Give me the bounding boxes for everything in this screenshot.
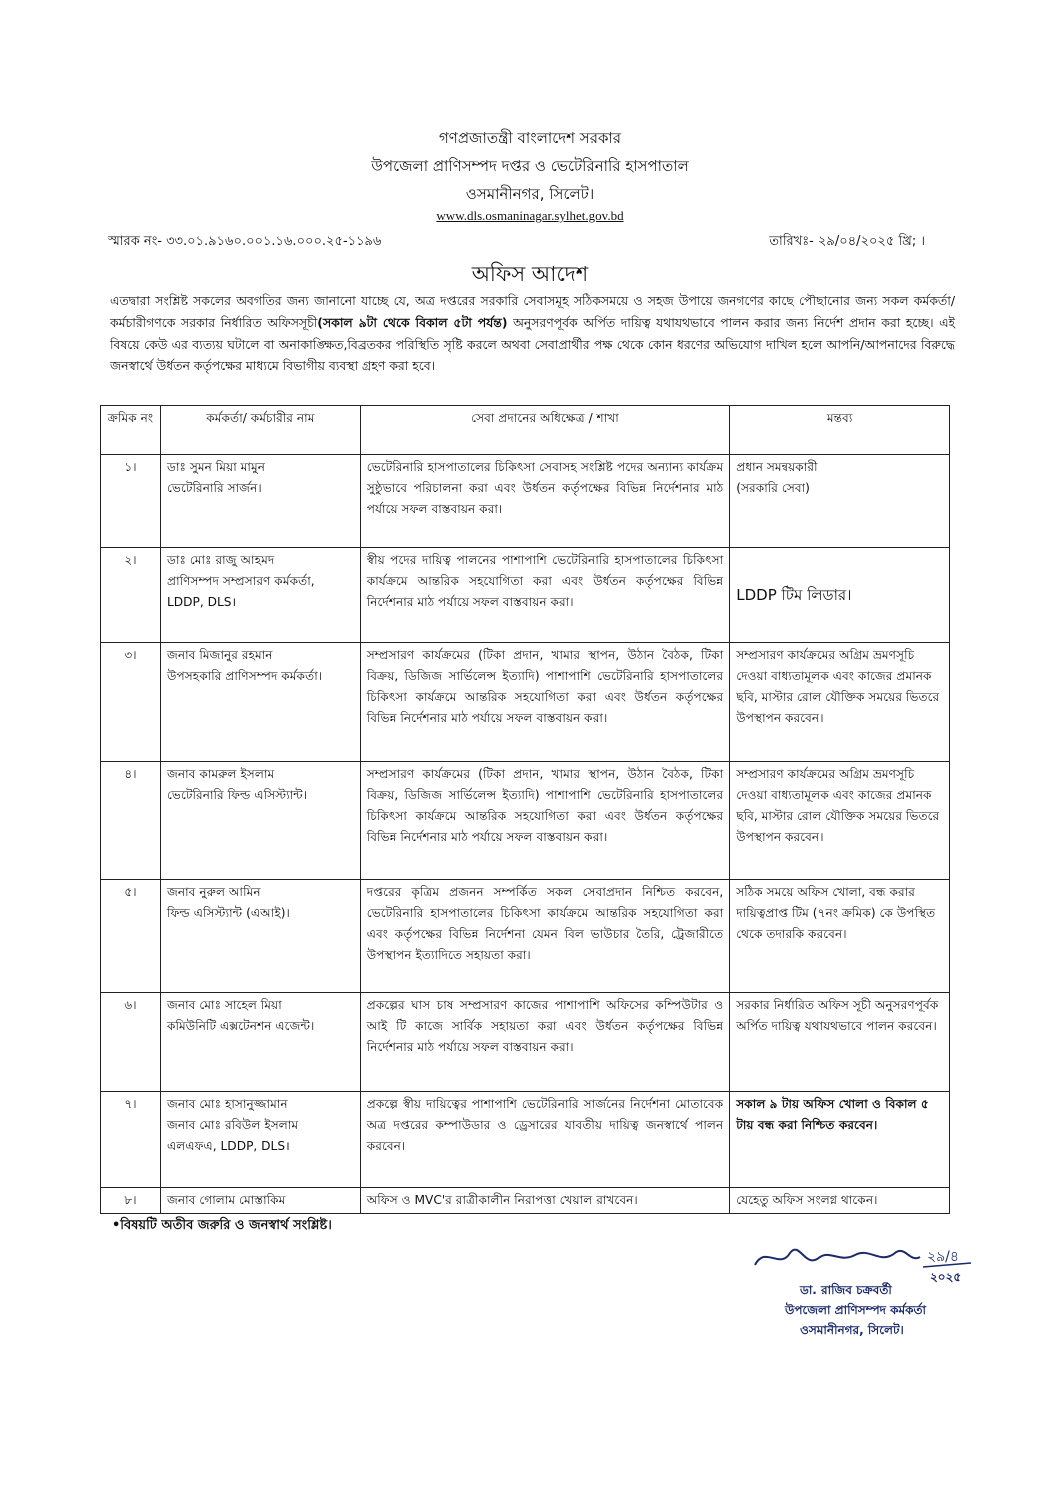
document-title: অফিস আদেশ bbox=[471, 262, 589, 286]
table-header-row bbox=[101, 406, 950, 455]
duty-cell: সম্প্রসারণ কার্যক্রমের (টিকা প্রদান, খামার স্থাপন, উঠান বৈঠক, টিকা বিক্রয়, ডিজিজ সার্ভিলেন্স ইত্যাদি) পাশাপাশি ভেটেরিনারি হাসপাতালের চিকিৎসা কার্যক্রমে আন্তরিক সহযোগিতা করা এবং উর্ধতন কর্তৃপক্ষের বিভিন্ন নির্দেশনার মাঠ পর্যায়ে সফল বাস্তবায়ন করা। bbox=[360, 762, 729, 880]
paragraph-text: এতদ্বারা সংশ্লিষ্ট সকলের অবগতির জন্য জানানো যাচ্ছে যে, অত্র দপ্তরের সরকারি সেবাসমূহ সঠিকসময়ে ও সহজ উপায়ে জনগণের কাছে পৌছানোর জন্য সকল কর্মকর্তা/ কর্মচারীগণকে সরকার নির্ধারিত অফিসসূচী bbox=[110, 293, 955, 330]
office-hours: (সকাল ৯টা থেকে বিকাল ৫টা পর্যন্ত) bbox=[317, 314, 508, 330]
name-cell: ডাঃ সুমন মিয়া মামুন ভেটেরিনারি সার্জন। bbox=[160, 455, 360, 548]
signature-image bbox=[745, 1235, 975, 1285]
name-cell: জনাব কামরুল ইসলাম ভেটেরিনারি ফিল্ড এসিস্ট্যান্ট। bbox=[160, 762, 360, 880]
name-cell: জনাব মোঃ হাসানুজ্জামান জনাব মোঃ রবিউল ইসলাম এলএফএ, LDDP, DLS। bbox=[160, 1092, 360, 1188]
remark-cell: সঠিক সময়ে অফিস খোলা, বন্ধ করার দায়িত্বপ্রাপ্ত টিম (৭নং ক্রমিক) কে উপস্থিত থেকে তদারকি করবেন। bbox=[730, 880, 950, 993]
remark-cell: LDDP টিম লিডার। bbox=[730, 548, 950, 643]
serial-cell: ৬। bbox=[101, 993, 161, 1092]
name-cell: জনাব নুরুল আমিন ফিল্ড এসিস্ট্যান্ট (এআই)। bbox=[160, 880, 360, 993]
signatory-name: ডা. রাজিব চক্রবর্তী bbox=[800, 1283, 892, 1297]
table-row bbox=[101, 643, 950, 762]
serial-cell: ৫। bbox=[101, 880, 161, 993]
remark-cell: সম্প্রসারণ কার্যক্রমের অগ্রিম ভ্রমণসূচি দেওয়া বাধ্যতামূলক এবং কাজের প্রমানক ছবি, মাস্টার রোল যৌক্তিক সময়ের ভিতরে উপস্থাপন করবেন। bbox=[730, 762, 950, 880]
remark-cell: সরকার নির্ধারিত অফিস সূচী অনুসরণপূর্বক অর্পিত দায়িত্ব যথাযথভাবে পালন করবেন। bbox=[730, 993, 950, 1092]
header-serial: ক্রমিক নং bbox=[101, 406, 161, 455]
header-duty: সেবা প্রদানের অধিক্ষেত্র / শাখা bbox=[360, 406, 729, 455]
table-row bbox=[101, 1188, 950, 1214]
document-date: তারিখঃ- ২৯/০৪/২০২৫ খ্রি; । bbox=[769, 234, 925, 249]
header-name: কর্মকর্তা/ কর্মচারীর নাম bbox=[160, 406, 360, 455]
remark-cell: সম্প্রসারণ কার্যক্রমের অগ্রিম ভ্রমণসূচি দেওয়া বাধ্যতামূলক এবং কাজের প্রমানক ছবি, মাস্টার রোল যৌক্তিক সময়ের ভিতরে উপস্থাপন করবেন। bbox=[730, 643, 950, 762]
paragraph-text: অনুসরণপূর্বক অর্পিত দায়িত্ব যথাযথভাবে পালন করার জন্য নির্দেশ প্রদান করা হচ্ছে। এই বিষয়ে কেউ এর ব্যত্যয় ঘটালে বা অনাকাঙ্ক্ষিত,বিব্রতকর পরিস্থিতি সৃষ্টি করলে অথবা সেবাপ্রার্থীর পক্ষ থেকে কোন ধরণের অভিযোগ দাখিল হলে আপনি/আপনাদের বিরুদ্ধে জনস্বার্থে উর্ধতন কর্তৃপক্ষের মাধ্যমে বিভাগীয় ব্যবস্থা গ্রহণ করা হবে। bbox=[110, 314, 955, 374]
website-link[interactable]: www.dls.osmaninagar.sylhet.gov.bd bbox=[436, 208, 624, 223]
header-remark: মন্তব্য bbox=[730, 406, 950, 455]
signature-year: ২০২৫ bbox=[930, 1270, 962, 1284]
remark-cell: যেহেতু অফিস সংলগ্ন থাকেন। bbox=[730, 1188, 950, 1214]
name-cell: জনাব গোলাম মোস্তাকিম bbox=[160, 1188, 360, 1214]
footnote: •বিষয়টি অতীব জরুরি ও জনস্বার্থ সংশ্লিষ্ট। bbox=[112, 1218, 332, 1233]
signatory-location: ওসমানীনগর, সিলেট। bbox=[800, 1323, 904, 1337]
gov-name: গণপ্রজাতন্ত্রী বাংলাদেশ সরকার bbox=[438, 129, 622, 147]
office-name: উপজেলা প্রাণিসম্পদ দপ্তর ও ভেটেরিনারি হাসপাতাল bbox=[371, 157, 689, 175]
table-row bbox=[101, 880, 950, 993]
remark-cell: সকাল ৯ টায় অফিস খোলা ও বিকাল ৫ টায় বন্ধ করা নিশ্চিত করবেন। bbox=[730, 1092, 950, 1188]
duty-cell: প্রকল্পে স্বীয় দায়িত্বের পাশাপাশি ভেটেরিনারি সার্জনের নির্দেশনা মোতাবেক অত্র দপ্তরের কম্পাউডার ও ড্রেসারের যাবতীয় দায়িত্ব জনস্বার্থে পালন করবেন। bbox=[360, 1092, 729, 1188]
duty-cell: দপ্তরের কৃত্রিম প্রজনন সম্পর্কিত সকল সেবাপ্রদান নিশ্চিত করবেন, ভেটেরিনারি হাসপাতালের চিকিৎসা কার্যক্রমে আন্তরিক সহযোগিতা করা এবং কর্তৃপক্ষের বিভিন্ন নির্দেশনা যেমন বিল ভাউচার তৈরি, ট্রেজারীতে উপস্থাপন ইত্যাদিতে সহায়তা করা। bbox=[360, 880, 729, 993]
serial-cell: ১। bbox=[101, 455, 161, 548]
remark-cell: প্রধান সমন্বয়কারী (সরকারি সেবা) bbox=[730, 455, 950, 548]
office-location: ওসমানীনগর, সিলেট। bbox=[465, 185, 595, 203]
serial-cell: ৩। bbox=[101, 643, 161, 762]
name-cell: ডাঃ মোঃ রাজু আহমদ প্রাণিসম্পদ সম্প্রসারণ কর্মকর্তা, LDDP, DLS। bbox=[160, 548, 360, 643]
signatory-designation: উপজেলা প্রাণিসম্পদ কর্মকর্তা bbox=[785, 1303, 927, 1317]
table-row bbox=[101, 548, 950, 643]
duty-cell: ভেটেরিনারি হাসপাতালের চিকিৎসা সেবাসহ সংশ্লিষ্ট পদের অন্যান্য কার্যক্রম সুষ্ঠুভাবে পরিচালনা করা এবং উর্ধতন কর্তৃপক্ষের বিভিন্ন নির্দেশনার মাঠ পর্যায়ে সফল বাস্তবায়ন করা। bbox=[360, 455, 729, 548]
table-row bbox=[101, 455, 950, 548]
signature-date: ২৯/৪ bbox=[927, 1249, 959, 1265]
serial-cell: ৮। bbox=[101, 1188, 161, 1214]
memo-number: স্মারক নং- ৩৩.০১.৯১৬০.০০১.১৬.০০০.২৫-১১৯৬ bbox=[108, 234, 382, 249]
name-cell: জনাব মোঃ সাহেল মিয়া কমিউনিটি এক্সটেনশন এজেন্ট। bbox=[160, 993, 360, 1092]
serial-cell: ৪। bbox=[101, 762, 161, 880]
duty-cell: প্রকল্পের ঘাস চাষ সম্প্রসারণ কাজের পাশাপাশি অফিসের কম্পিউটার ও আই টি কাজে সার্বিক সহায়তা করা এবং উর্ধতন কর্তৃপক্ষের বিভিন্ন নির্দেশনার মাঠ পর্যায়ে সফল বাস্তবায়ন করা। bbox=[360, 993, 729, 1092]
serial-cell: ২। bbox=[101, 548, 161, 643]
duty-table bbox=[100, 405, 950, 1214]
name-cell: জনাব মিজানুর রহমান উপসহকারি প্রাণিসম্পদ কর্মকর্তা। bbox=[160, 643, 360, 762]
order-paragraph bbox=[110, 290, 955, 377]
serial-cell: ৭। bbox=[101, 1092, 161, 1188]
duty-cell: অফিস ও MVC'র রাত্রীকালীন নিরাপত্তা খেয়াল রাখবেন। bbox=[360, 1188, 729, 1214]
duty-cell: স্বীয় পদের দায়িত্ব পালনের পাশাপাশি ভেটেরিনারি হাসপাতালের চিকিৎসা কার্যক্রমে আন্তরিক সহযোগিতা করা এবং উর্ধতন কর্তৃপক্ষের বিভিন্ন নির্দেশনার মাঠ পর্যায়ে সফল বাস্তবায়ন করা। bbox=[360, 548, 729, 643]
table-row bbox=[101, 762, 950, 880]
table-row bbox=[101, 993, 950, 1092]
duty-cell: সম্প্রসারণ কার্যক্রমের (টিকা প্রদান, খামার স্থাপন, উঠান বৈঠক, টিকা বিক্রয়, ডিজিজ সার্ভিলেন্স ইত্যাদি) পাশাপাশি ভেটেরিনারি হাসপাতালের চিকিৎসা কার্যক্রমে আন্তরিক সহযোগিতা করা এবং উর্ধতন কর্তৃপক্ষের বিভিন্ন নির্দেশনার মাঠ পর্যায়ে সফল বাস্তবায়ন করা। bbox=[360, 643, 729, 762]
table-row bbox=[101, 1092, 950, 1188]
